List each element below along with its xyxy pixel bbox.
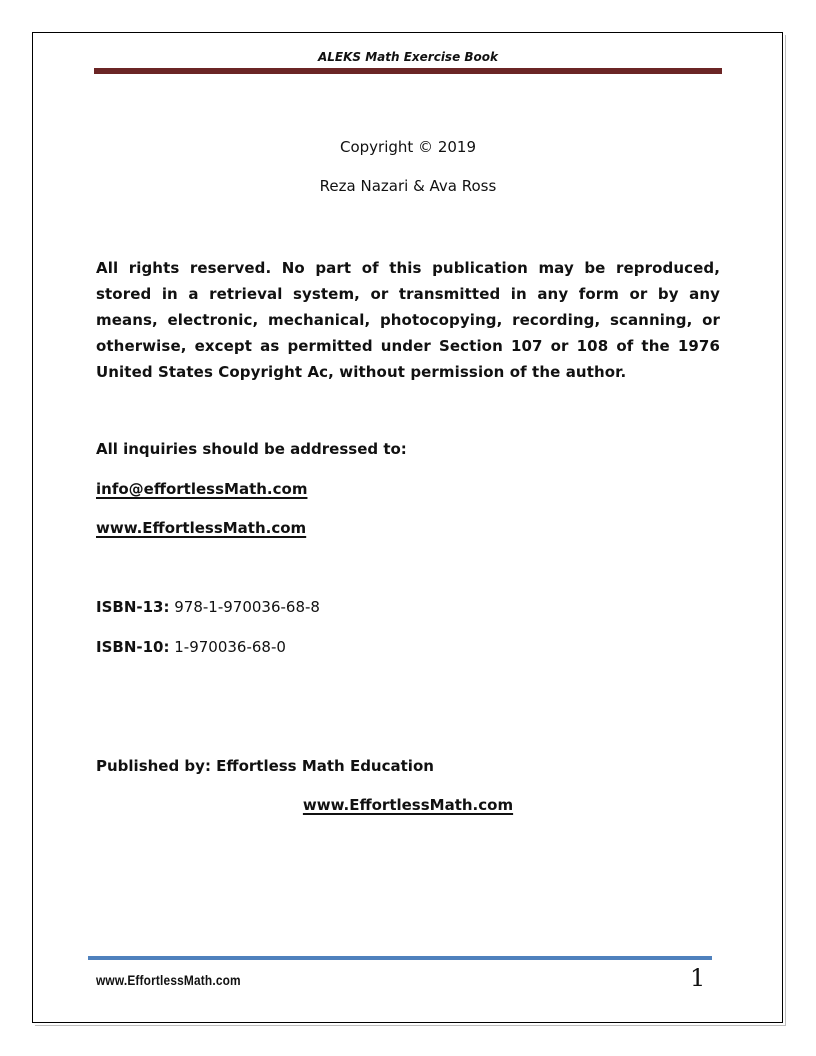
isbn10-value: 1-970036-68-0	[169, 638, 286, 656]
isbn10-line	[96, 638, 286, 656]
header-rule	[94, 68, 722, 74]
authors-line: Reza Nazari & Ava Ross	[319, 177, 497, 195]
inquiries-email-link[interactable]: info@effortlessMath.com	[96, 480, 308, 498]
inquiries-label: All inquiries should be addressed to:	[96, 440, 407, 458]
isbn13-line	[96, 598, 320, 616]
isbn13-label: ISBN-13:	[96, 598, 170, 616]
header-book-title: ALEKS Math Exercise Book	[317, 50, 499, 64]
inquiries-website-link[interactable]: www.EffortlessMath.com	[96, 519, 307, 537]
footer-site: www.EffortlessMath.com	[96, 972, 241, 988]
page-number: 1	[690, 964, 706, 992]
publisher-website-link[interactable]: www.EffortlessMath.com	[302, 796, 514, 814]
isbn13-value: 978-1-970036-68-8	[169, 598, 320, 616]
footer-rule	[88, 956, 712, 960]
publisher-label: Published by: Effortless Math Education	[96, 757, 434, 775]
isbn10-label: ISBN-10:	[96, 638, 170, 656]
copyright-line: Copyright © 2019	[339, 138, 476, 156]
rights-paragraph: All rights reserved. No part of this publication may be reproduced, stored in a retrieval system, or transmitted in any form or by any means, electronic, mechanical, photocopying, recording, scanning, or otherwise, except as permitted under Section 107 or 108 of the 1976 United States Copyright Ac, without permission of the author.	[96, 259, 720, 381]
